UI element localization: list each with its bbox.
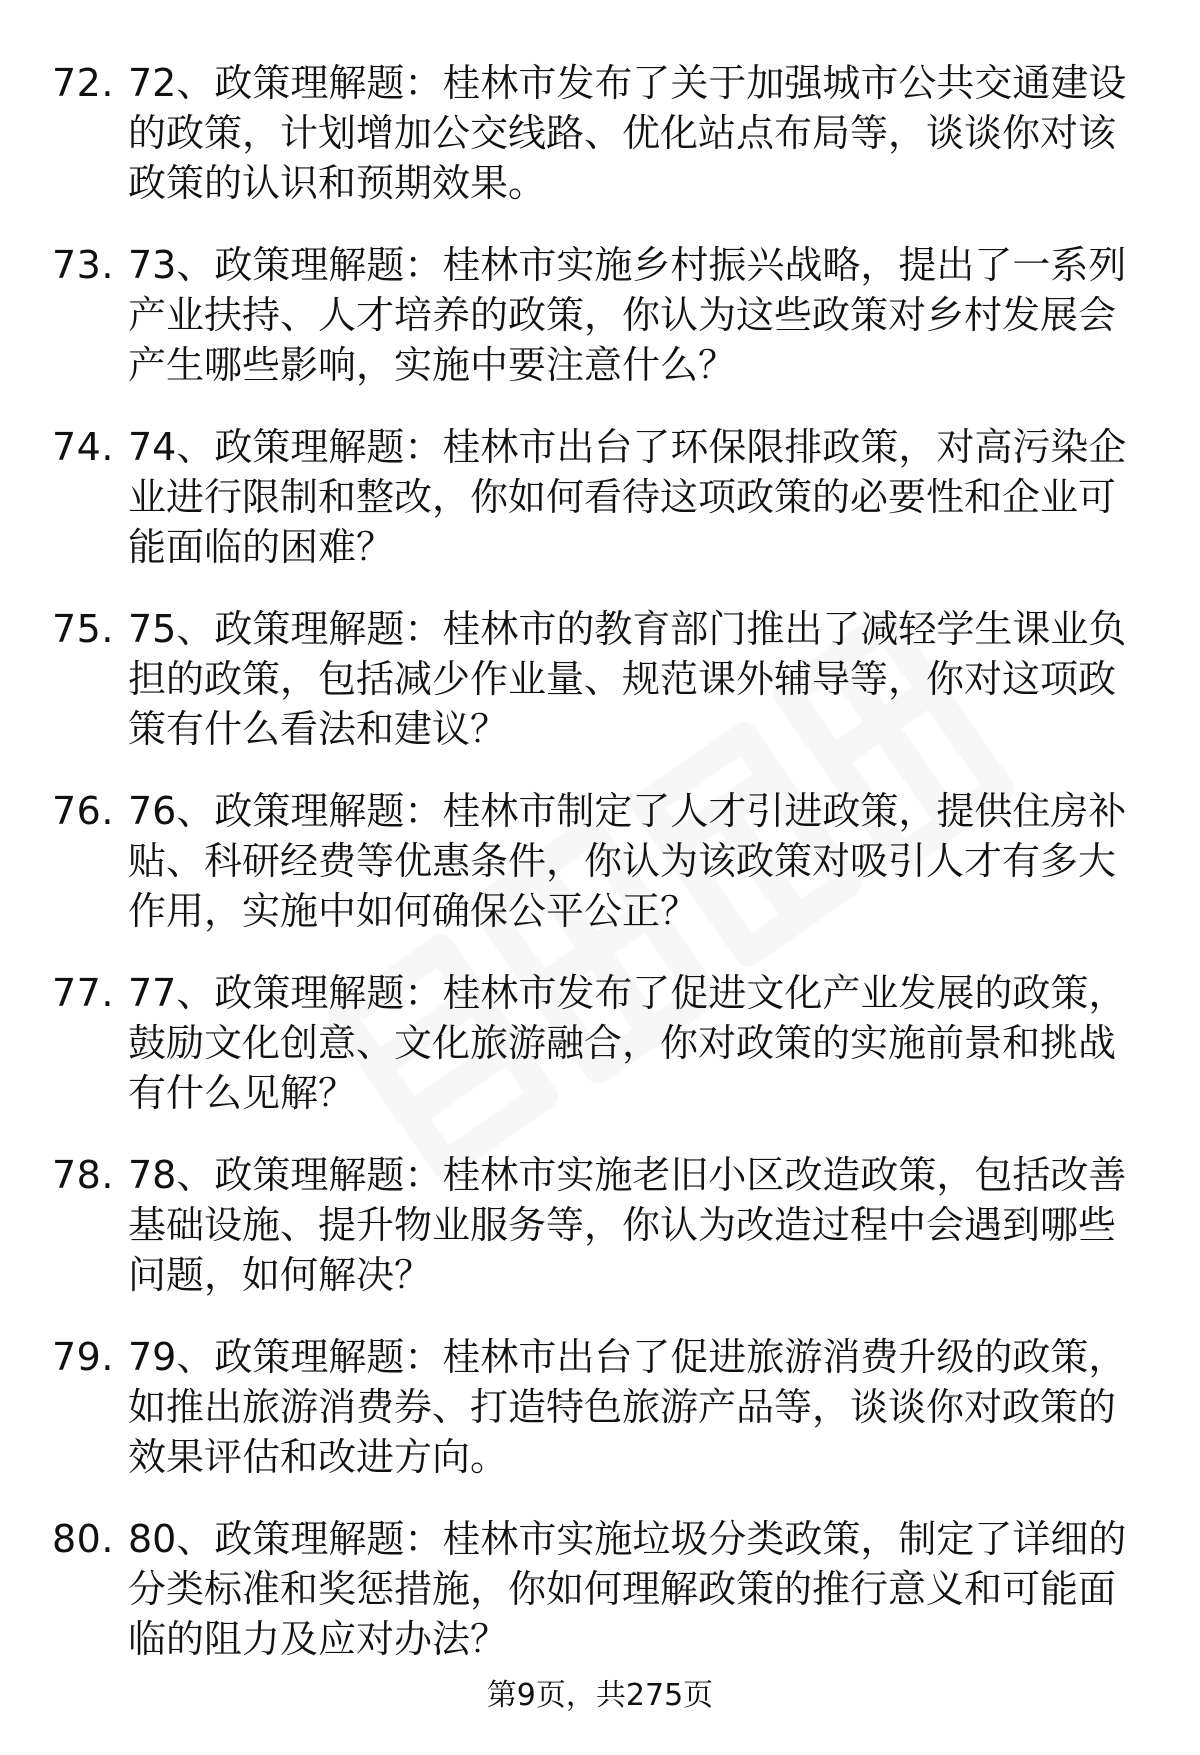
question-text: 80、政策理解题：桂林市实施垃圾分类政策，制定了详细的分类标准和奖惩措施，你如何理解政策的推行意义和可能面临的阻力及应对办法？ [128, 1517, 1127, 1661]
question-number: 77. [52, 971, 114, 1015]
question-number: 74. [52, 425, 114, 469]
question-item-76 [0, 786, 1200, 968]
question-number: 80. [52, 1517, 114, 1561]
question-text: 77、政策理解题：桂林市发布了促进文化产业发展的政策，鼓励文化创意、文化旅游融合，你对政策的实施前景和挑战有什么见解？ [128, 971, 1127, 1115]
question-number: 76. [52, 789, 114, 833]
question-number: 73. [52, 243, 114, 287]
question-item-79 [0, 1332, 1200, 1514]
question-item-72 [0, 58, 1200, 240]
question-text: 78、政策理解题：桂林市实施老旧小区改造政策，包括改善基础设施、提升物业服务等，你认为改造过程中会遇到哪些问题，如何解决？ [128, 1153, 1127, 1297]
question-text: 74、政策理解题：桂林市出台了环保限排政策，对高污染企业进行限制和整改，你如何看待这项政策的必要性和企业可能面临的困难？ [128, 425, 1127, 569]
question-item-75 [0, 604, 1200, 786]
question-text: 72、政策理解题：桂林市发布了关于加强城市公共交通建设的政策，计划增加公交线路、优化站点布局等，谈谈你对该政策的认识和预期效果。 [128, 61, 1127, 205]
question-item-74 [0, 422, 1200, 604]
question-text: 75、政策理解题：桂林市的教育部门推出了减轻学生课业负担的政策，包括减少作业量、规范课外辅导等，你对这项政策有什么看法和建议？ [128, 607, 1127, 751]
question-number: 78. [52, 1153, 114, 1197]
question-number: 79. [52, 1335, 114, 1379]
question-text: 79、政策理解题：桂林市出台了促进旅游消费升级的政策，如推出旅游消费券、打造特色旅游产品等，谈谈你对政策的效果评估和改进方向。 [128, 1335, 1127, 1479]
question-number: 72. [52, 61, 114, 105]
question-item-78 [0, 1150, 1200, 1332]
question-item-77 [0, 968, 1200, 1150]
question-number: 75. [52, 607, 114, 651]
page-footer: 第9页，共275页 [486, 1678, 714, 1713]
question-text: 73、政策理解题：桂林市实施乡村振兴战略，提出了一系列产业扶持、人才培养的政策，你认为这些政策对乡村发展会产生哪些影响，实施中要注意什么？ [128, 243, 1127, 387]
question-item-73 [0, 240, 1200, 422]
question-list [0, 58, 1200, 1696]
question-item-80 [0, 1514, 1200, 1696]
question-text: 76、政策理解题：桂林市制定了人才引进政策，提供住房补贴、科研经费等优惠条件，你认为该政策对吸引人才有多大作用，实施中如何确保公平公正？ [128, 789, 1127, 933]
